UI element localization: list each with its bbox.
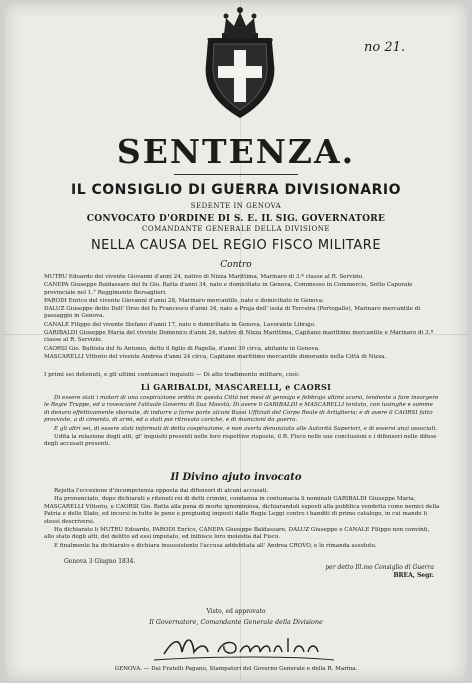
verdict-section [44,488,440,551]
accused-item: GARIBALDI Giuseppe Maria del vivente Domenico d'anni 24, nativo di Nizza Marittima, Capitano marittimo mercantile e Marinaro di 3.ª classe al R. Servizio. [44,330,434,344]
page-title: SENTENZA. [116,132,356,171]
invocation-heading: Il Divino ajuto invocato [170,472,302,483]
verdict-paragraph: Ha pronunciato, dopo dichiarati e ritenuti rei di detti crimini, condanna in contumacia li nominati GARIBALDI Giuseppe Maria, MASCARELLI Vittorio, e CAORSI Gio. Batta alla pena di morte ignominiosa, dichiarandoli esposti alla pubblica vendetta come nemici della Patria e dello Stato, ed incorsi in tutte le pene e pregiudizj imposti dalle Regie Leggi contro i banditi di primo catalogo, in cui mando li stessi descriversi. [44,496,440,525]
accused-item: MASCARELLI Vittorio del vivente Andrea d'anni 24 circa, Capitano marittimo mercantile dimorante nella Città di Nizza. [44,353,387,360]
accused-item: CANEPA Giuseppe Baldassare del fu Gio. Batta d'anni 34, nato e domiciliato in Genova, Commesso in Commercio, Sotto Caporale provinciale nel 1.° Reggimento Bersaglieri. [44,282,413,296]
heard-paragraph: Udita la relazione degli atti, gl' inquisiti presenti nelle loro rispettive risposte, il R. Fisco nelle sue conclusioni e i difensori nelle difese degli accusati presenti. [44,434,437,448]
names-line: Li GARIBALDI, MASCARELLI, e CAORSI [140,382,332,392]
clerk-signature-block [254,564,434,580]
royal-crest-icon [194,4,286,122]
date-line: Genova 3 Giugno 1834. [64,558,136,565]
document-number: no 21. [364,40,406,55]
charge-paragraph: E gli altri sei, di essere stati informati di detta cospirazione, e non averla denunziata alle Autorità Superiori, e di essersi anzi associati. [54,425,438,432]
by-order-line: per detto Ill.mo Consiglio di Guerra [325,564,434,571]
convened-line: CONVOCATO D'ORDINE DI S. E. IL SIG. GOVERNATORE [86,214,386,224]
council-heading: IL CONSIGLIO DI GUERRA DIVISIONARIO [71,182,401,198]
verdict-paragraph: E finalmente ha dichiarato e dichiara insussistente l'accusa addebitata all' Andrea CROVO, e lo rimanda assoluto. [54,542,377,549]
accused-item: CAORSI Gio. Battista del fu Antonio, detto il figlio di Pagella, d'anni 30 circa, abitante in Genova. [44,345,320,352]
case-heading: NELLA CAUSA DEL REGIO FISCO MILITARE [90,238,382,253]
detained-paragraph: I primi sei detenuti, e gli ultimi contumaci inquisiti — Di alto tradimento militare, cioè: [44,372,300,378]
clerk-name: BREA, Segr. [393,572,434,579]
charge-paragraph: Di essere stati i motori di una cospirazione ordita in questa Città nei mesi di gennajo e febbrajo ultimi scorsi, tendente a fare insorgere le Regie Truppe, ed a rovesciare l'attuale Governo di Sua Maestà; Di avere li GARIBALDI e MASCARELLI tentato, con lusinghe e somme di denaro effettivamente sborsate, di indurre a farne parte alcuni Bassi Uffiziali del Corpo Reale di Artiglieria; e di avere il CAORSI fatto provviste, a di cimento, di armi, ed a stati poi ritrovato cariche, e di munizioni da guerra. [44,395,439,424]
divider [174,174,298,175]
printer-line: GENOVA. — Dai Fratelli Pagano, Stampatori del Governo Generale e della R. Marina. [114,666,358,672]
document-sheet [4,2,468,681]
governor-line: Il Governatore, Comandante Generale della Divisione [149,618,323,626]
commander-line: COMANDANTE GENERALE DELLA DIVISIONE [141,225,330,233]
charges-section [44,395,440,450]
verdict-paragraph: Rejetta l'eccezione d'incompetenza opposta dai difensori di alcuni accusati. [54,488,269,494]
accused-list [44,274,440,362]
against-label: Contro [220,260,252,270]
verdict-paragraph: Ha dichiarato li MUTRU Edoardo, PARODI Enrico, CANEPA Giuseppe Baldassare, DALUZ Giuseppe e CANALE Filippo non convinti, allo stato degli atti, del delitto ad essi imputato, ed inibisce loro molestia dal Fisco. [44,527,430,541]
governor-signature [4,630,468,664]
accused-item: DALUZ Giuseppe detto Dell' Orso del fu Francesco d'anni 34, nato a Praja dell' isola di Terceira (Portogallo), Marinaro mercantile di passaggio in Genova. [44,306,421,320]
accused-item: MUTRU Edoardo del vivente Giovanni d'anni 24, nativo di Nizza Marittima, Marinaro di 3.ª classe al R. Servizio. [44,274,364,280]
sitting-line: SEDENTE IN GENOVA [190,202,282,210]
accused-item: CANALE Filippo del vivente Stefano d'anni 17, nato e domiciliato in Genova, Lavorante Librajo. [44,321,316,328]
approval-line: Visto, ed approvato [206,608,266,615]
accused-item: PARODI Enrico del vivente Giovanni d'anni 28, Marinaro mercantile, nato e domiciliato in Genova. [44,297,324,304]
